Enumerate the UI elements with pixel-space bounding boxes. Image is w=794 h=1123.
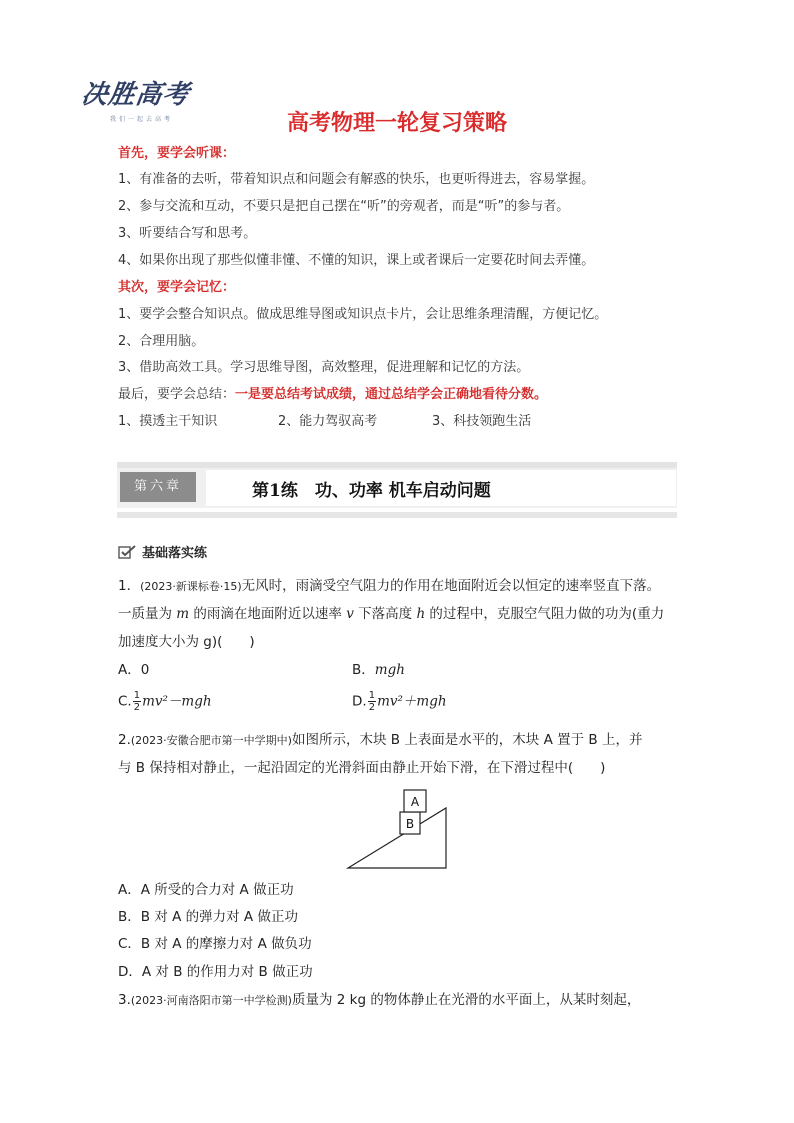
q1-option-c-expr: mv²－mgh [142,693,212,710]
q1-text: 的雨滴在地面附近以速率 [189,606,347,622]
divider [117,512,677,518]
var-v: v [346,606,354,622]
label-b: B [405,817,415,831]
intro-head-2: 其次，要学会记忆： [118,280,236,295]
q1-text: 下落高度 [353,606,417,622]
fraction: $\frac{1}{2}$ [133,690,141,713]
q3-text: 质量为 2 kg 的物体静止在光滑的水平面上，从某时刻起， [291,992,641,1008]
label-a: A [410,795,420,809]
intro-item: 1、摸透主干知识 [118,414,218,429]
intro-item: 2、参与交流和互动，不要只是把自己摆在“听”的旁观者，而是“听”的参与者。 [118,199,570,214]
page-title: 高考物理一轮复习策略 [286,111,507,136]
q2-source: (2023·安徽合肥市第一中学期中) [130,734,292,747]
q1-source: (2023·新课标卷·15) [140,580,242,593]
q3-number: 3. [118,992,131,1008]
q1-option-c [118,690,212,713]
intro-item: 3、借助高效工具。学习思维导图，高效整理，促进理解和记忆的方法。 [118,360,530,375]
incline [348,808,446,868]
fraction: $\frac{1}{2}$ [368,690,376,713]
q1-option-d-expr: mv²＋mgh [377,693,447,710]
q1-option-b-value: mgh [374,662,405,678]
incline-figure [340,786,452,872]
intro-head-1: 首先，要学会听课： [118,146,236,161]
q3-source: (2023·河南洛阳市第一中学检测) [130,994,292,1007]
q1-text: 的过程中，克服空气阻力做的功为(重力 [425,606,665,622]
intro-item: 3、听要结合写和思考。 [118,226,257,241]
q3-line1 [118,990,640,1011]
var-h: h [416,606,426,622]
intro-item: 1、要学会整合知识点。做成思维导图或知识点卡片，会让思维条理清醒，方便记忆。 [118,307,608,322]
q1-number: 1． [118,578,141,594]
q2-number: 2. [118,732,131,748]
q2-option-b: B．B 对 A 的弹力对 A 做正功 [118,909,298,925]
q1-option-b-label: B． [352,662,375,678]
intro-item: 3、科技领跑生活 [432,414,532,429]
q2-option-a: A．A 所受的合力对 A 做正功 [118,882,294,898]
intro-item: 1、有准备的去听，带着知识点和问题会有解惑的快乐，也更听得进去，容易掌握。 [118,172,595,187]
var-m: m [176,606,190,622]
q2-line1 [118,730,642,751]
q2-option-d: D．A 对 B 的作用力对 B 做正功 [118,964,313,980]
logo-subtitle: 我们一起去高考 [110,116,174,123]
intro-summary [118,385,547,405]
q1-option-b [352,660,405,680]
q1-text: 无风时，雨滴受空气阻力的作用在地面附近会以恒定的速率竖直下落。 [241,578,661,594]
q1-line1 [118,576,660,597]
q2-text: 如图所示，木块 B 上表面是水平的，木块 A 置于 B 上，并 [291,732,643,748]
q1-line2 [118,604,664,624]
chapter-tag: 第六章 [120,472,196,502]
q2-option-c: C．B 对 A 的摩擦力对 A 做负功 [118,936,312,952]
intro-item: 2、能力驾驭高考 [278,414,378,429]
q2-line2: 与 B 保持相对静止，一起沿固定的光滑斜面由静止开始下滑，在下滑过程中( ) [118,760,606,776]
q1-option-d-label: D. [352,693,367,710]
intro-summary-emphasis: 一是要总结考试成绩，通过总结学会正确地看待分数。 [235,387,548,402]
q1-text: 一质量为 [118,606,177,622]
intro-item: 4、如果你出现了那些似懂非懂、不懂的知识，课上或者课后一定要花时间去弄懂。 [118,253,595,268]
chapter-title: 第1练 功、功率 机车启动问题 [252,481,491,501]
section-heading [118,542,207,561]
intro-summary-prefix: 最后，要学会总结： [118,387,236,402]
q1-line3: 加速度大小为 g)( ) [118,634,255,650]
q1-option-d [352,690,447,713]
section-title: 基础落实练 [142,546,208,561]
checkbox-icon [118,545,138,559]
logo: 决胜高考 [79,80,192,110]
q1-option-c-label: C. [118,693,132,710]
q1-option-a: A．0 [118,662,150,678]
intro-item: 2、合理用脑。 [118,334,205,349]
